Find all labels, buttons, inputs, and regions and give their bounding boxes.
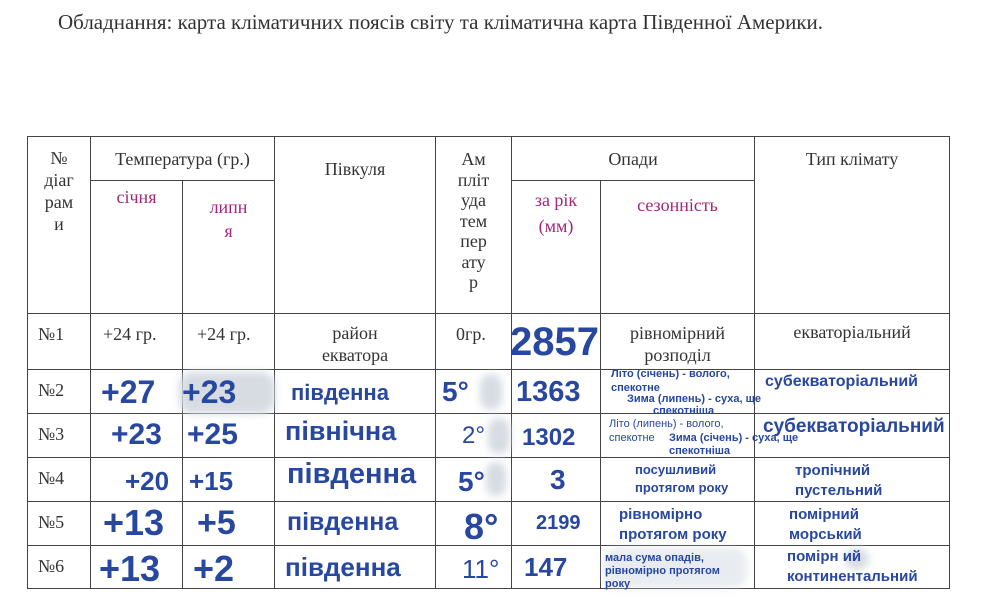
precipitation-year: 1363 xyxy=(516,376,581,408)
header-temperature xyxy=(91,137,275,181)
header-diagram-no-line: и xyxy=(54,214,64,234)
header-seasonality xyxy=(601,181,755,314)
amplitude-value: 0гр. xyxy=(456,324,486,344)
seasonality-line: спекотніша xyxy=(653,405,715,417)
seasonality-line: рівномірний xyxy=(629,323,726,343)
smudge xyxy=(488,418,510,454)
header-january-label: січня xyxy=(116,187,157,207)
row-number: №2 xyxy=(38,380,65,400)
january-temp: +23 xyxy=(111,418,162,451)
july-temp: +23 xyxy=(182,374,237,410)
climate-type-line: тропічний xyxy=(795,462,871,479)
hemisphere: південна xyxy=(287,458,417,490)
smudge xyxy=(486,462,506,496)
header-diagram-no-line: рам xyxy=(44,192,74,212)
row-number: №6 xyxy=(38,556,65,576)
header-july xyxy=(183,181,275,314)
header-hemisphere-label: Півкуля xyxy=(324,159,386,179)
header-climate-type xyxy=(755,137,950,314)
amplitude-value: 2° xyxy=(462,422,485,449)
climate-type-line: континентальний xyxy=(787,568,918,585)
seasonality-line: Літо (січень) - волого, xyxy=(611,368,730,380)
seasonality-line: рівномірно xyxy=(619,506,703,523)
seasonality-line: спекотніша xyxy=(669,445,731,457)
row-number: №1 xyxy=(38,324,65,344)
seasonality-line: Зима (липень) - суха, ще xyxy=(627,393,761,405)
climate-type: субекваторіальний xyxy=(765,373,918,390)
hemisphere-line: екватора xyxy=(321,345,389,365)
table-row xyxy=(28,370,950,414)
header-amplitude-line: тем xyxy=(459,210,488,231)
july-temp: +15 xyxy=(189,466,234,496)
table-row xyxy=(28,314,950,370)
climate-table xyxy=(27,136,950,589)
header-amplitude-line: уда xyxy=(461,190,487,210)
header-amplitude-line: ату xyxy=(461,251,486,272)
amplitude-value: 5° xyxy=(458,466,485,497)
header-amplitude xyxy=(436,137,512,314)
header-precipitation-label: Опади xyxy=(608,149,658,169)
seasonality-line: протягом року xyxy=(635,480,729,495)
seasonality-line: року xyxy=(605,578,631,590)
smudge xyxy=(480,374,502,410)
header-per-year-line: (мм) xyxy=(538,216,574,236)
equipment-line: Обладнання: карта кліматичних поясів світу та кліматична карта Південної Америки. xyxy=(58,10,824,34)
seasonality-line: розподіл xyxy=(644,345,711,365)
hemisphere: південна xyxy=(291,380,389,405)
table-row xyxy=(28,502,950,546)
precipitation-year: 147 xyxy=(524,552,568,582)
header-amplitude-line: р xyxy=(469,272,479,292)
july-temp: +24 гр. xyxy=(197,324,251,344)
header-diagram-no-line: діаг xyxy=(44,170,74,190)
amplitude-value: 5° xyxy=(442,376,469,407)
climate-type-line: помірний xyxy=(789,506,859,523)
header-july-line: липн xyxy=(209,197,248,217)
seasonality-line: мала сума опадів, xyxy=(605,552,704,564)
amplitude-value: 11° xyxy=(462,554,500,584)
january-temp: +13 xyxy=(99,548,161,589)
july-temp: +25 xyxy=(187,418,238,451)
climate-type-line: морський xyxy=(789,526,862,543)
header-seasonality-label: сезонність xyxy=(637,195,718,215)
header-temperature-label: Температура (гр.) xyxy=(115,149,250,169)
hemisphere-line: район xyxy=(332,323,378,343)
table-row xyxy=(28,414,950,458)
january-temp: +24 гр. xyxy=(103,324,157,344)
january-temp: +20 xyxy=(125,466,170,496)
climate-type-line: помірн ий xyxy=(787,548,862,565)
header-per-year xyxy=(512,181,601,314)
table-row xyxy=(28,546,950,589)
hemisphere: північна xyxy=(285,416,397,446)
precipitation-year: 2199 xyxy=(536,512,581,534)
climate-type-line: пустельний xyxy=(795,482,883,499)
climate-type: екваторіальний xyxy=(793,322,911,342)
seasonality-line: рівномірно протягом xyxy=(605,565,720,577)
january-temp: +27 xyxy=(101,374,156,410)
seasonality-line: спекотне xyxy=(609,432,655,444)
header-amplitude-line: пер xyxy=(460,231,487,251)
header-precipitation xyxy=(512,137,755,181)
header-climate-type-label: Тип клімату xyxy=(805,149,899,169)
row-number: №5 xyxy=(38,512,65,532)
amplitude-value: 8° xyxy=(464,506,499,547)
precipitation-year: 2857 xyxy=(510,320,599,364)
january-temp: +13 xyxy=(103,502,165,543)
row-number: №3 xyxy=(38,424,65,444)
header-july-line: я xyxy=(224,221,233,241)
seasonality-line: Літо (липень) - волого, xyxy=(609,418,724,430)
july-temp: +5 xyxy=(197,504,236,542)
seasonality-line: посушливий xyxy=(635,462,717,477)
seasonality-line: спекотне xyxy=(611,382,660,394)
header-diagram-no-line: № xyxy=(50,148,68,168)
seasonality-line: протягом року xyxy=(619,526,727,543)
header-diagram-no xyxy=(28,137,91,314)
precipitation-year: 1302 xyxy=(522,424,576,451)
hemisphere: південна xyxy=(287,508,399,536)
header-january xyxy=(91,181,183,314)
hemisphere: південна xyxy=(285,552,401,582)
header-per-year-line: за рік xyxy=(534,190,578,210)
header-hemisphere xyxy=(275,137,436,314)
july-temp: +2 xyxy=(193,548,235,589)
seasonality-line: Зима (січень) - суха, ще xyxy=(669,432,799,444)
table-row xyxy=(28,458,950,502)
climate-type: субекваторіальний xyxy=(763,416,945,437)
header-amplitude-line: Ам xyxy=(461,149,486,169)
header-amplitude-line: пліт xyxy=(457,169,490,190)
precipitation-year: 3 xyxy=(550,464,566,495)
row-number: №4 xyxy=(38,468,65,488)
